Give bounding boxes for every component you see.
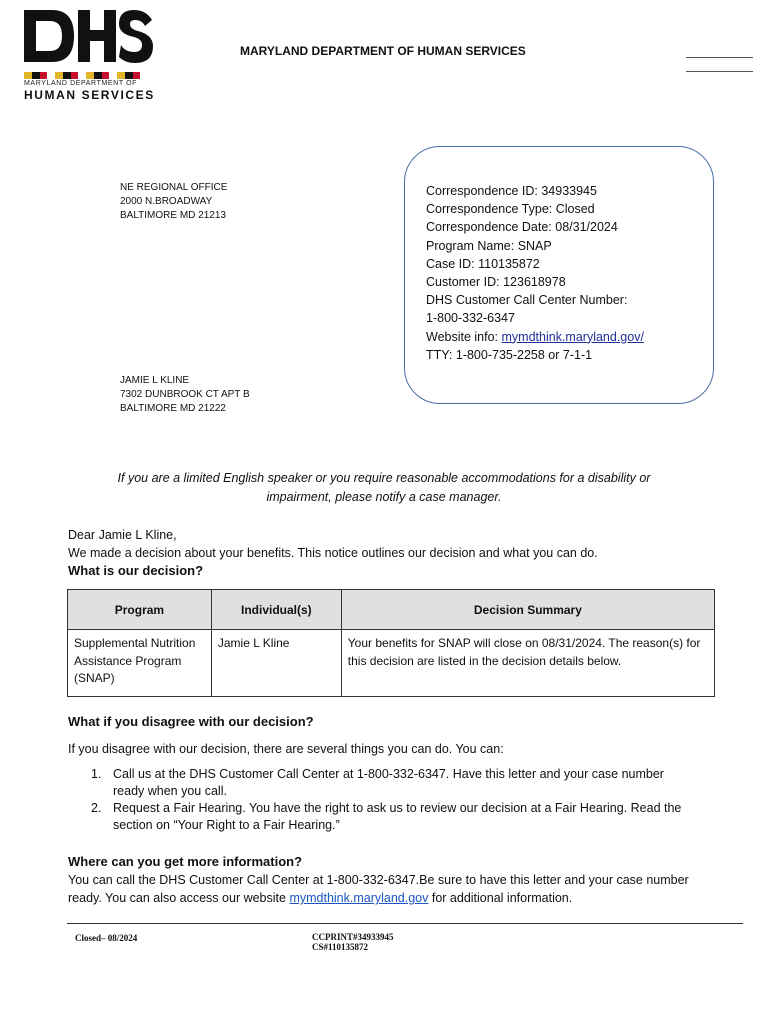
correspondence-date: Correspondence Date: 08/31/2024 — [426, 220, 618, 235]
customer-id: Customer ID: 123618978 — [426, 274, 566, 289]
correspondence-type: Correspondence Type: Closed — [426, 202, 595, 217]
recipient-address-line: 7302 DUNBROOK CT APT B — [120, 389, 250, 400]
list-item-line: section on “Your Right to a Fair Hearing.” — [113, 818, 340, 832]
maryland-flag-bar — [24, 72, 148, 79]
recipient-address-line: JAMIE L KLINE — [120, 375, 190, 386]
intro-text: We made a decision about your benefits. This notice outlines our decision and what you can do. — [68, 546, 598, 560]
accommodation-notice: If you are a limited English speaker or you require reasonable accommodations for a disability or impairment, please notify a case manager. — [117, 471, 651, 504]
salutation: Dear Jamie L Kline, — [68, 528, 177, 542]
office-address-line: 2000 N.BROADWAY — [120, 196, 213, 207]
header-rule-bottom — [686, 71, 753, 72]
footer-form-code: Closed– 08/2024 — [75, 933, 138, 943]
list-item-line: ready when you call. — [113, 784, 227, 798]
decision-summary-cell: Your benefits for SNAP will close on 08/31/2024. The reason(s) for this decision are listed in the decision details below. — [341, 630, 714, 697]
list-item — [91, 800, 713, 834]
call-center-number: 1-800-332-6347 — [426, 311, 515, 326]
list-item-line: Call us at the DHS Customer Call Center at 1-800-332-6347. Have this letter and your case number — [113, 767, 664, 781]
logo-name-line: HUMAN SERVICES — [24, 88, 155, 102]
list-number: 2. — [91, 801, 102, 815]
tty-number: TTY: 1-800-735-2258 or 7-1-1 — [426, 347, 593, 362]
website-link[interactable]: mymdthink.maryland.gov — [289, 891, 429, 905]
more-info-text: for additional information. — [428, 891, 573, 905]
program-name: Program Name: SNAP — [426, 238, 552, 253]
decision-heading: What is our decision? — [68, 563, 204, 578]
office-address-line: BALTIMORE MD 21213 — [120, 210, 226, 221]
correspondence-id: Correspondence ID: 34933945 — [426, 184, 597, 198]
logo-department-line: MARYLAND DEPARTMENT OF — [24, 80, 138, 87]
column-header-decision-summary: Decision Summary — [341, 590, 714, 630]
column-header-program: Program — [68, 590, 212, 630]
table-row — [68, 630, 715, 697]
decision-table — [67, 589, 715, 697]
table-header-row — [68, 590, 715, 630]
footer-case-number: CS#110135872 — [312, 942, 369, 952]
footer-divider — [67, 923, 743, 924]
website-info — [426, 328, 644, 346]
more-info-text: ready. You can also access our website — [68, 891, 290, 905]
footer-ccprint: CCPRINT#34933945 — [312, 932, 394, 942]
website-label: Website info: — [426, 329, 502, 344]
recipient-address — [120, 374, 250, 416]
column-header-individuals: Individual(s) — [211, 590, 341, 630]
case-id: Case ID: 110135872 — [426, 256, 540, 271]
office-address — [120, 181, 227, 223]
header-rule-top — [686, 57, 753, 58]
office-address-line: NE REGIONAL OFFICE — [120, 182, 228, 193]
disagree-heading: What if you disagree with our decision? — [68, 714, 314, 729]
list-item — [91, 766, 713, 800]
program-cell: Supplemental Nutrition Assistance Program (SNAP) — [68, 630, 212, 697]
list-item-line: Request a Fair Hearing. You have the right to ask us to review our decision at a Fair Hearing. Read the — [113, 801, 682, 815]
more-info-line: You can call the DHS Customer Call Center at 1-800-332-6347.Be sure to have this letter and your case number — [68, 873, 689, 887]
correspondence-info-lines — [426, 182, 644, 364]
recipient-address-line: BALTIMORE MD 21222 — [120, 403, 226, 414]
disagree-intro: If you disagree with our decision, there are several things you can do. You can: — [68, 742, 504, 756]
list-number: 1. — [91, 767, 102, 781]
individuals-cell: Jamie L Kline — [211, 630, 341, 697]
website-link[interactable]: mymdthink.maryland.gov/ — [501, 329, 644, 344]
more-info-heading: Where can you get more information? — [68, 854, 303, 869]
more-info-line — [68, 889, 572, 907]
dhs-logo-icon — [22, 8, 154, 64]
page-title: MARYLAND DEPARTMENT OF HUMAN SERVICES — [240, 44, 526, 58]
call-center-label: DHS Customer Call Center Number: — [426, 293, 628, 308]
dhs-logo — [22, 8, 155, 102]
